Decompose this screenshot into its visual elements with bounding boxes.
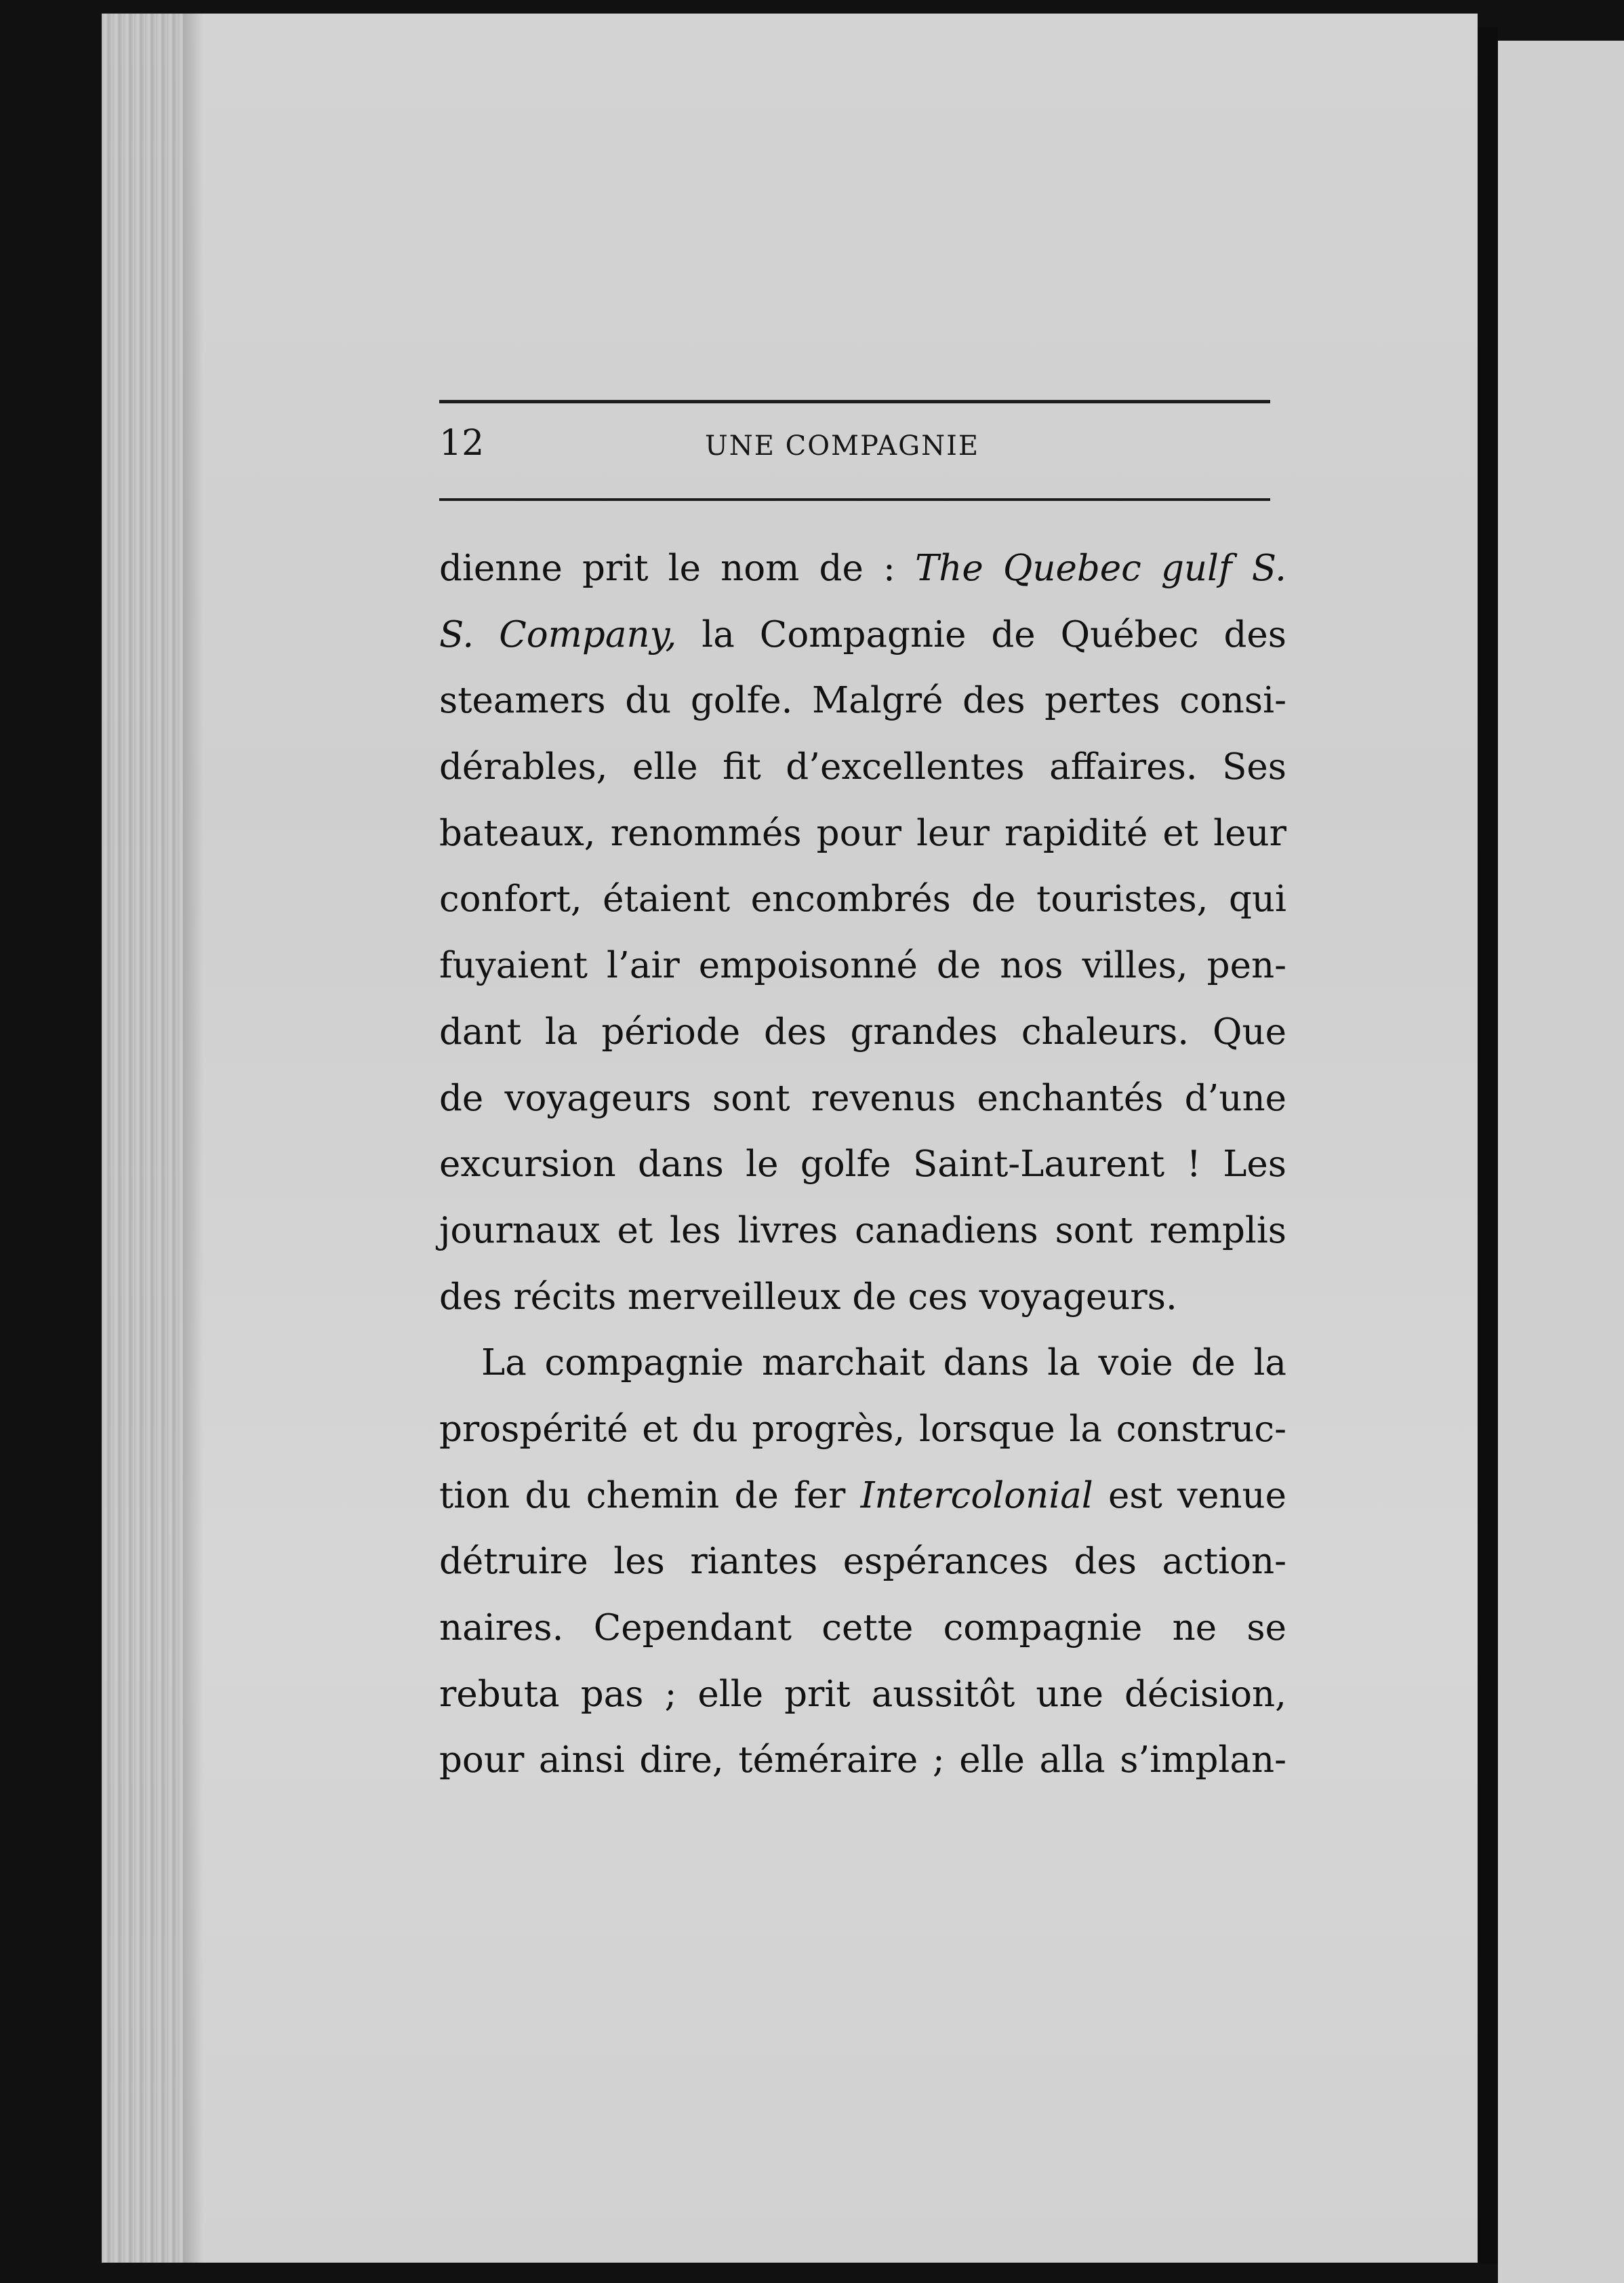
- italic-text: The Quebec gulf S.: [914, 548, 1286, 589]
- text-run: La compagnie marchait dans la voie de la: [481, 1342, 1286, 1384]
- page-number: 12: [439, 423, 485, 464]
- italic-text: Intercolonial: [860, 1474, 1093, 1516]
- text-line: [439, 999, 1286, 1066]
- running-title: UNE COMPAGNIE: [705, 430, 980, 462]
- text-run: steamers du golfe. Malgré des pertes consi-: [439, 680, 1286, 722]
- text-line: [439, 1396, 1286, 1463]
- text-line: [439, 1595, 1286, 1661]
- text-line: [439, 933, 1286, 999]
- text-run: fuyaient l’air empoisonné de nos villes, pen-: [439, 945, 1286, 987]
- text-run: excursion dans le golfe Saint-Laurent ! Les: [439, 1144, 1286, 1186]
- text-run: naires. Cependant cette compagnie ne se: [439, 1607, 1286, 1649]
- text-run: dienne prit le nom de :: [439, 548, 915, 589]
- text-line: [439, 1330, 1286, 1396]
- text-line: [439, 1264, 1286, 1331]
- page-edge-stack: [102, 14, 183, 2263]
- text-line: [439, 1661, 1286, 1728]
- text-line: [439, 801, 1286, 867]
- text-line: [439, 668, 1286, 734]
- text-line: [439, 602, 1286, 668]
- text-run: de voyageurs sont revenus enchantés d’une: [439, 1077, 1286, 1119]
- text-line: [439, 1198, 1286, 1264]
- text-run: rebuta pas ; elle prit aussitôt une décision,: [439, 1673, 1286, 1715]
- text-run: dérables, elle fit d’excellentes affaires. Ses: [439, 746, 1286, 788]
- text-run: journaux et les livres canadiens sont remplis: [439, 1209, 1286, 1251]
- text-line: [439, 1529, 1286, 1595]
- body-text: [439, 536, 1286, 1794]
- text-line: [439, 1131, 1286, 1198]
- text-line: [439, 1727, 1286, 1794]
- text-run: des récits merveilleux de ces voyageurs.: [439, 1276, 1177, 1318]
- text-line: [439, 1463, 1286, 1529]
- italic-text: S. Company,: [439, 613, 677, 655]
- text-run: tion du chemin de fer: [439, 1474, 861, 1516]
- text-line: [439, 866, 1286, 933]
- header-rule-top: [439, 400, 1270, 403]
- text-run: détruire les riantes espérances des action-: [439, 1541, 1286, 1583]
- text-run: bateaux, renommés pour leur rapidité et leur: [439, 812, 1286, 854]
- adjacent-page-edge: [1498, 41, 1624, 2283]
- text-run: est venue: [1093, 1474, 1286, 1516]
- text-run: prospérité et du progrès, lorsque la construc-: [439, 1408, 1286, 1450]
- text-line: [439, 734, 1286, 801]
- text-line: [439, 536, 1286, 602]
- text-run: la Compagnie de Québec des: [676, 613, 1286, 655]
- text-line: [439, 1066, 1286, 1132]
- spine-shadow: [183, 14, 203, 2263]
- text-run: pour ainsi dire, téméraire ; elle alla s’implan-: [439, 1739, 1286, 1781]
- text-run: confort, étaient encombrés de touristes, qui: [439, 878, 1286, 921]
- header-rule-bottom: [439, 498, 1270, 501]
- right-gutter: [1478, 27, 1498, 2264]
- text-run: dant la période des grandes chaleurs. Que: [439, 1011, 1286, 1053]
